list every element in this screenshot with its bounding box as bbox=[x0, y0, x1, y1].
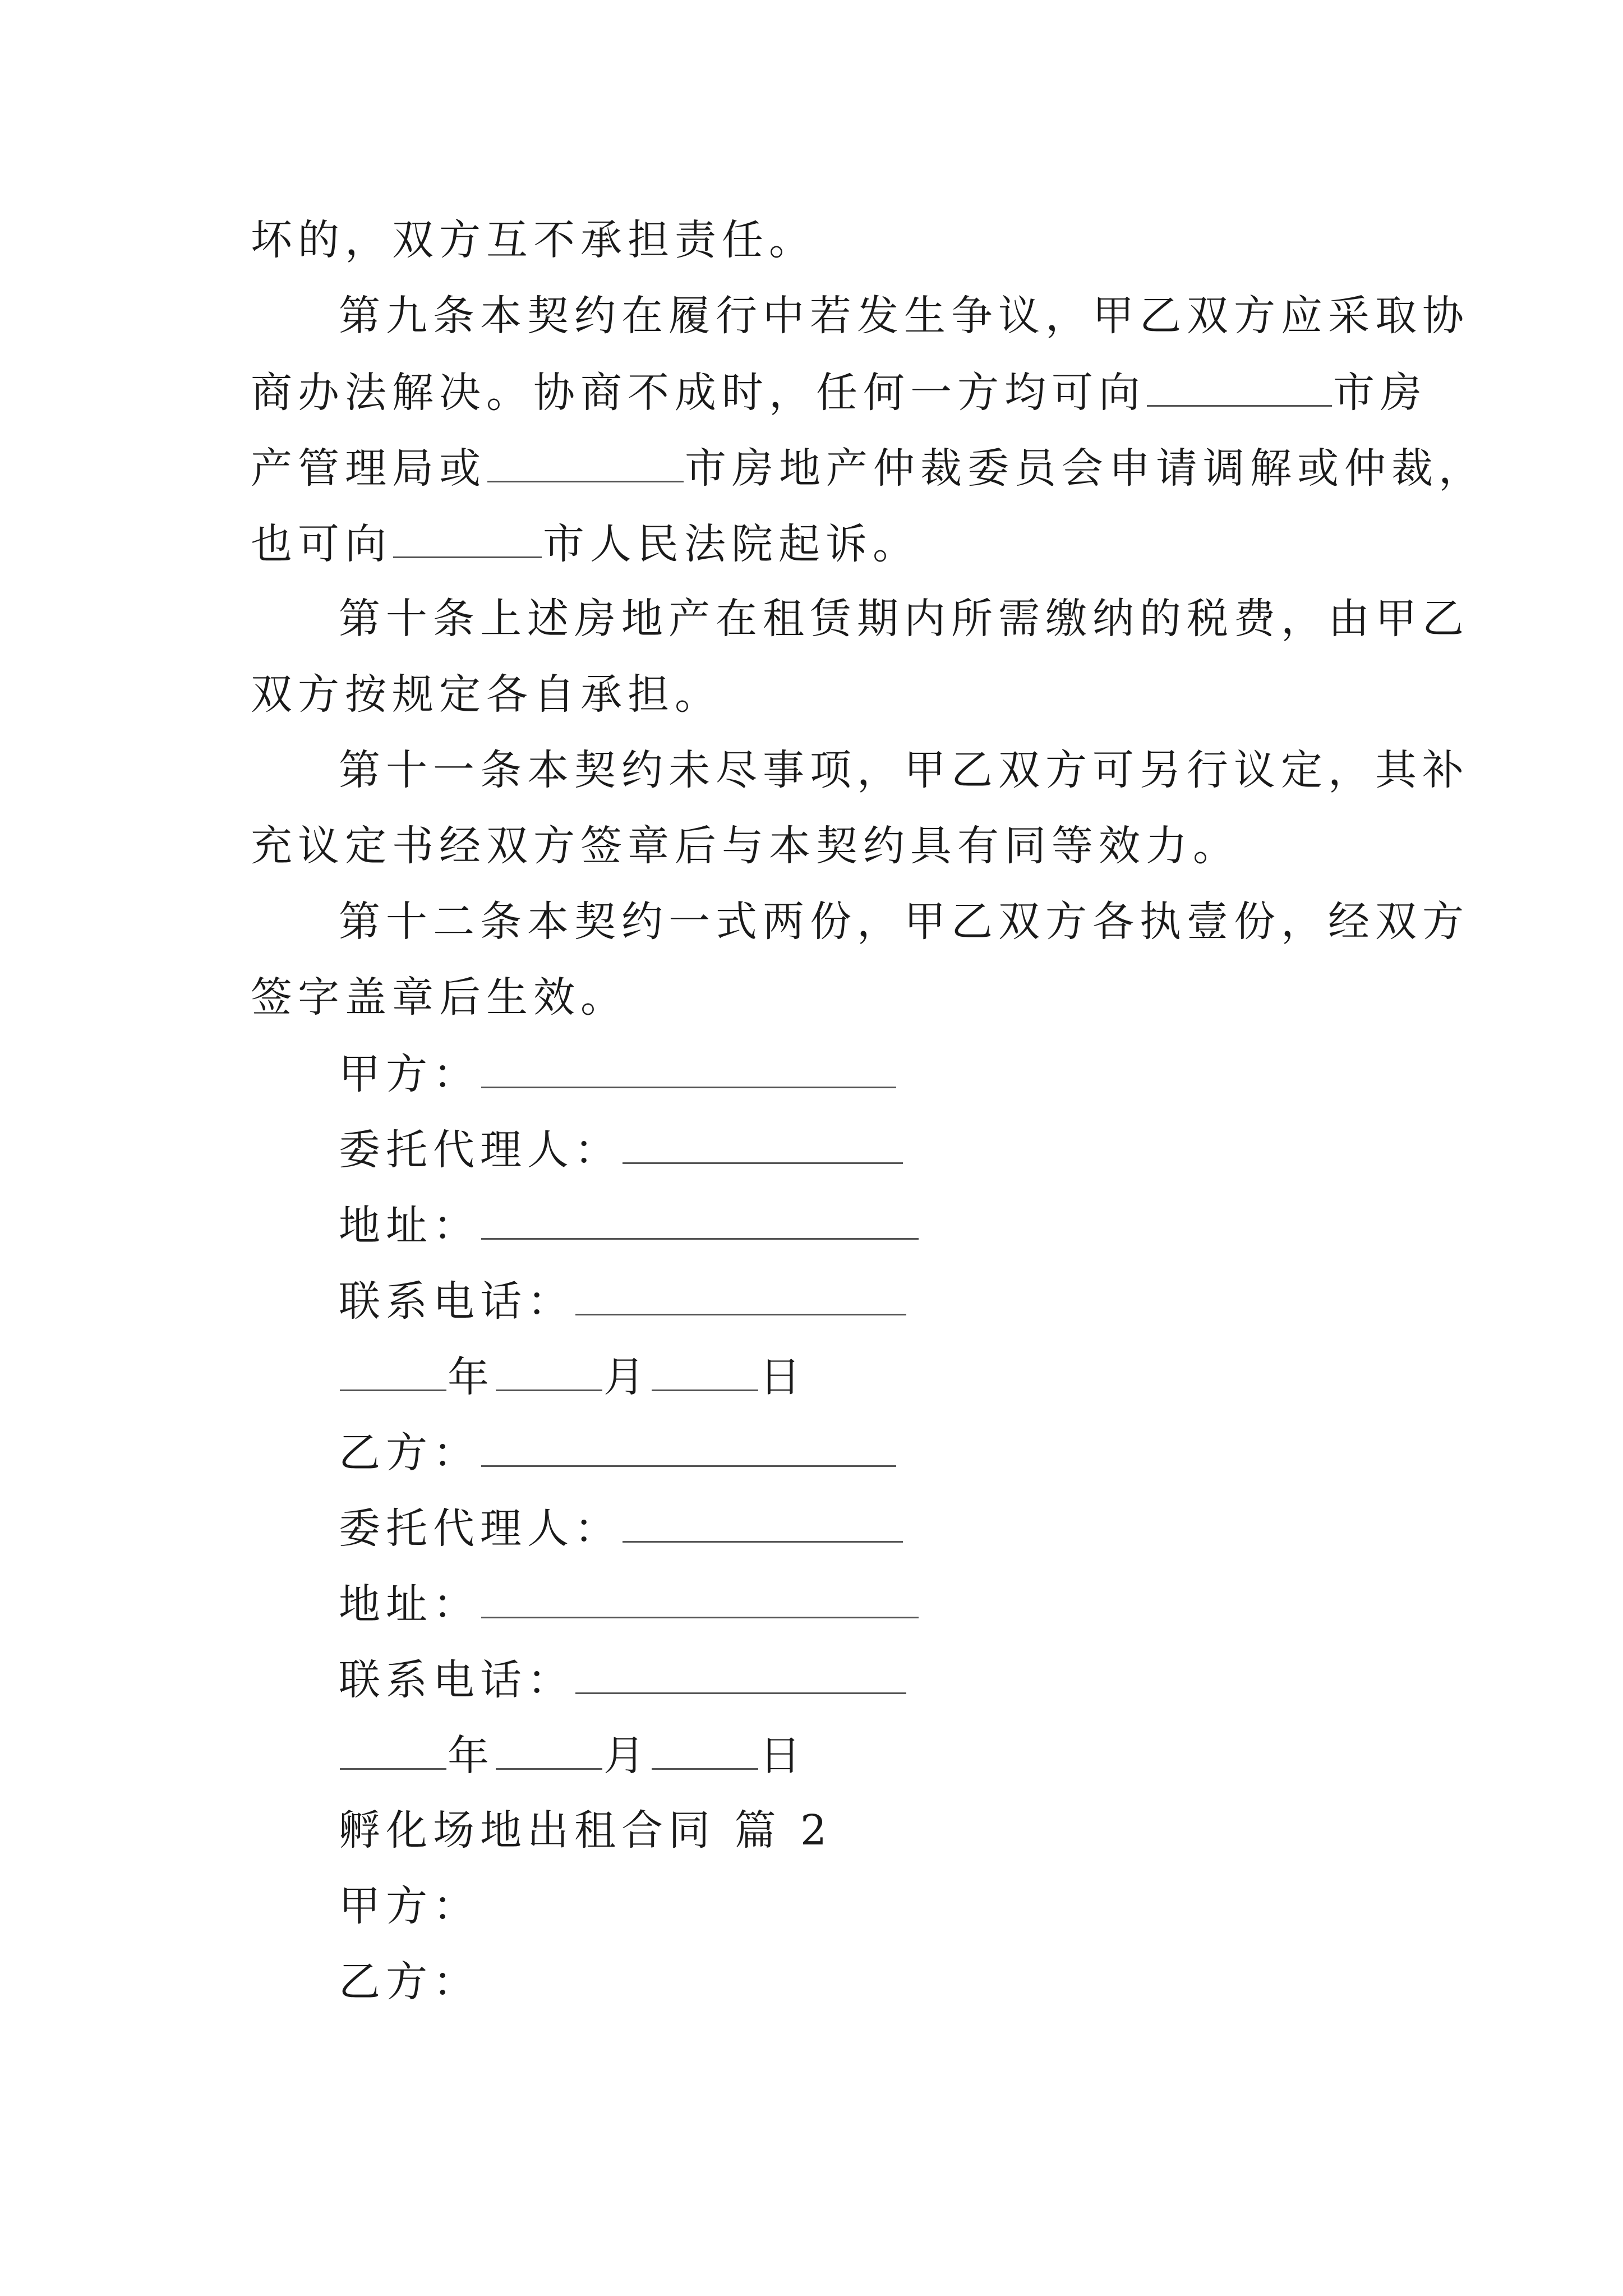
party-b-agent-line: 委托代理人： bbox=[339, 1499, 904, 1557]
fill-blank bbox=[481, 1424, 896, 1467]
paragraph-line: 产管理局或 市房地产仲裁委员会申请调解或仲裁， bbox=[251, 439, 1486, 496]
party-a-phone-line: 联系电话： bbox=[339, 1272, 907, 1329]
fill-blank bbox=[575, 1272, 906, 1315]
party-a-date-line: 年 月 日 bbox=[339, 1348, 806, 1405]
fill-blank bbox=[623, 1499, 903, 1543]
party-b-line: 乙方： bbox=[339, 1424, 897, 1481]
party-a-agent-line: 委托代理人： bbox=[339, 1121, 904, 1178]
fill-blank bbox=[652, 1348, 758, 1391]
fill-blank bbox=[496, 1348, 602, 1391]
paragraph-line: 坏的，双方互不承担责任。 bbox=[251, 216, 816, 264]
fill-blank bbox=[1147, 364, 1332, 407]
section2-party-a: 甲方： bbox=[339, 1882, 480, 1930]
party-a-address-line: 地址： bbox=[339, 1197, 920, 1254]
party-b-date-line: 年 月 日 bbox=[339, 1727, 806, 1784]
fill-blank bbox=[496, 1727, 602, 1770]
party-a-line: 甲方： bbox=[339, 1045, 897, 1102]
paragraph-line: 双方按规定各自承担。 bbox=[251, 670, 722, 719]
party-b-phone-line: 联系电话： bbox=[339, 1651, 907, 1708]
section-title: 孵化场地出租合同 篇 2 bbox=[339, 1806, 833, 1855]
paragraph-line: 第九条本契约在履行中若发生争议，甲乙双方应采取协 bbox=[339, 292, 1469, 340]
fill-blank bbox=[340, 1348, 446, 1391]
paragraph-line: 第十条上述房地产在租赁期内所需缴纳的税费，由甲乙 bbox=[339, 595, 1469, 643]
fill-blank bbox=[481, 1045, 896, 1088]
paragraph-line: 第十二条本契约一式两份，甲乙双方各执壹份，经双方 bbox=[339, 898, 1469, 946]
fill-blank bbox=[393, 515, 542, 558]
paragraph-line: 第十一条本契约未尽事项，甲乙双方可另行议定，其补 bbox=[339, 746, 1469, 794]
paragraph-line: 签字盖章后生效。 bbox=[251, 973, 628, 1022]
paragraph-line: 也可向 市人民法院起诉。 bbox=[251, 515, 920, 572]
paragraph-line: 充议定书经双方签章后与本契约具有同等效力。 bbox=[251, 822, 1240, 870]
fill-blank bbox=[481, 1575, 919, 1618]
section2-party-b: 乙方： bbox=[339, 1958, 480, 2006]
fill-blank bbox=[481, 1197, 919, 1240]
fill-blank bbox=[340, 1727, 446, 1770]
fill-blank bbox=[487, 439, 684, 482]
paragraph-line: 商办法解决。协商不成时，任何一方均可向 市房 bbox=[251, 364, 1427, 421]
party-b-address-line: 地址： bbox=[339, 1575, 920, 1632]
fill-blank bbox=[652, 1727, 758, 1770]
fill-blank bbox=[623, 1121, 903, 1164]
fill-blank bbox=[575, 1651, 906, 1694]
